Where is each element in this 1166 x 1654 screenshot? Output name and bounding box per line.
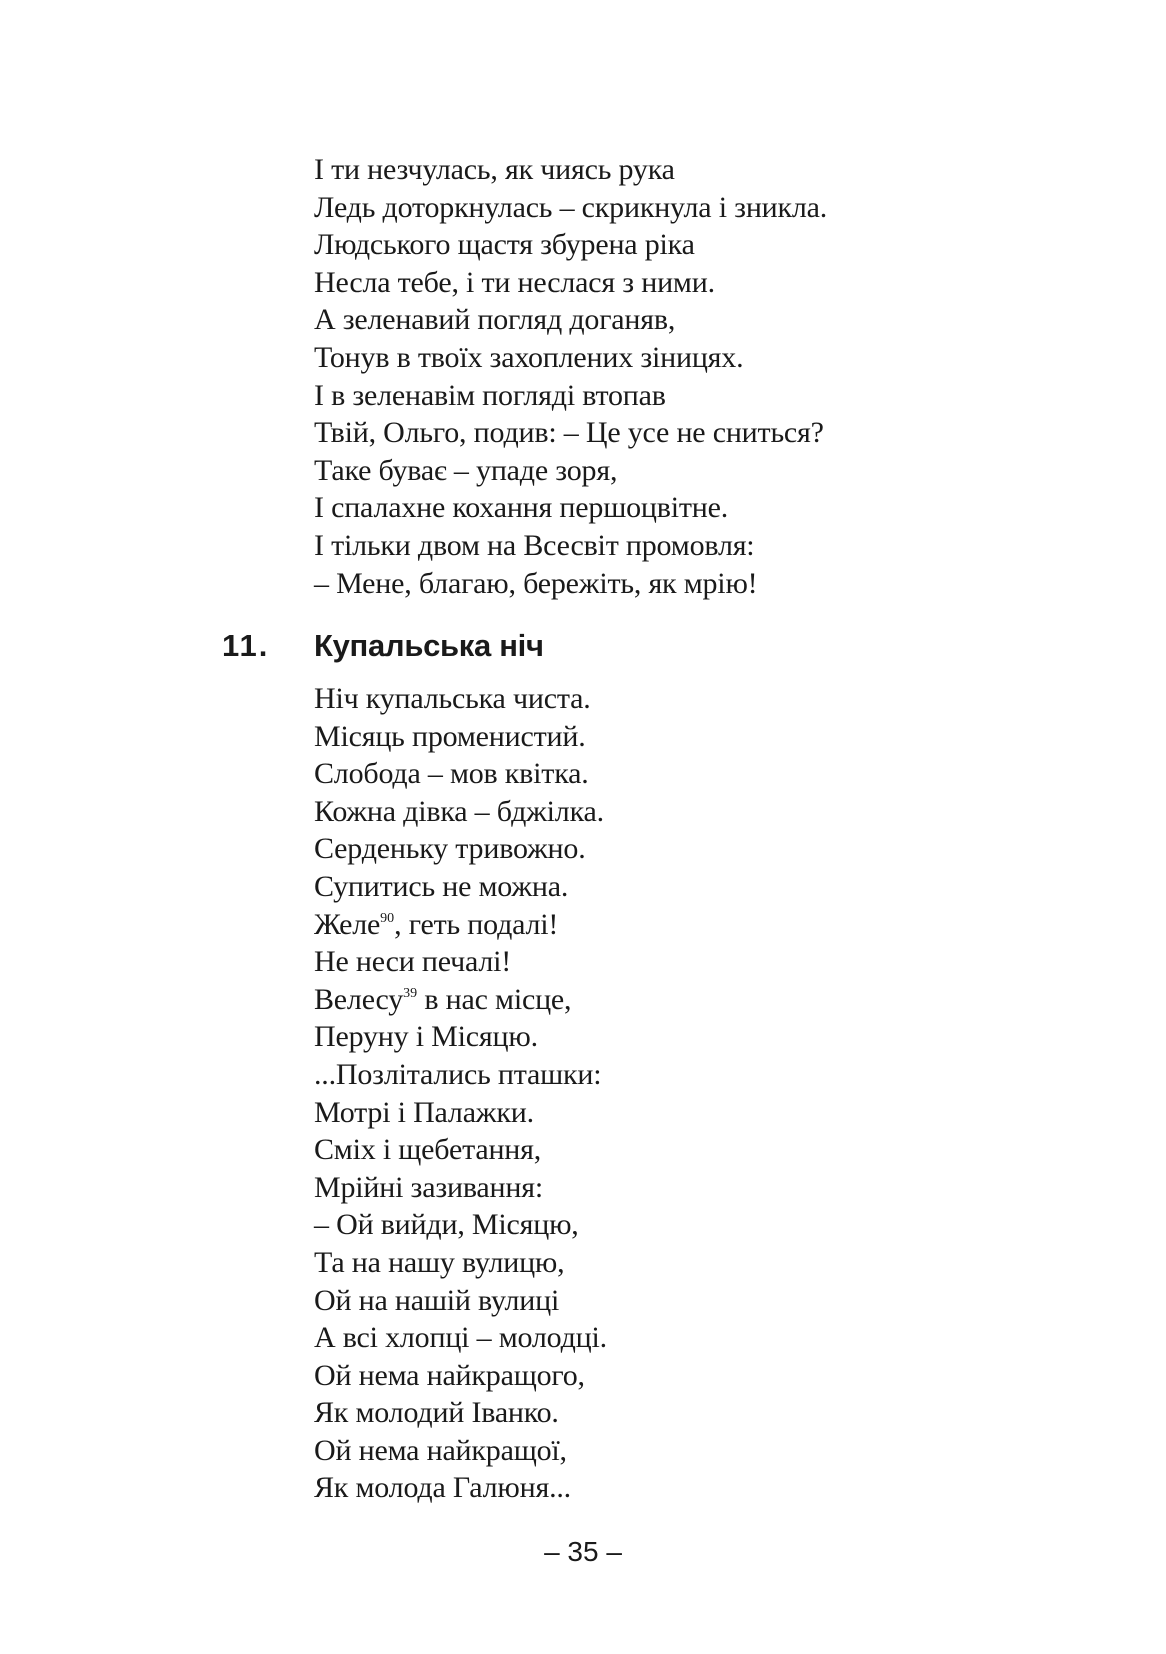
verse-line: Та на нашу вулицю,	[314, 1245, 565, 1279]
verse-line: Ой на нашій вулиці	[314, 1283, 560, 1317]
poem-title: Купальська ніч	[314, 628, 544, 663]
poem-continuation-stanza	[314, 151, 827, 602]
verse-line: Ніч купальська чиста.	[314, 682, 591, 715]
verse-line: – Мене, благаю, бережіть, як мрію!	[314, 566, 758, 600]
footnote-reference[interactable]: 39	[403, 985, 418, 1001]
verse-line: І тільки двом на Всесвіт промовля:	[314, 528, 755, 562]
verse-text: Желе	[314, 907, 381, 941]
verse-line: І в зеленавім погляді втопав	[314, 378, 666, 412]
verse-line: Мрійні зазивання:	[314, 1170, 543, 1204]
verse-line: І спалахне кохання першоцвітне.	[314, 491, 729, 525]
verse-line: Ой нема найкращої,	[314, 1433, 567, 1467]
footnote-reference[interactable]: 90	[380, 910, 395, 926]
verse-line: Слобода – мов квітка.	[314, 757, 589, 791]
verse-text: Велесу	[314, 982, 404, 1016]
verse-line: Несла тебе, і ти неслася з ними.	[314, 265, 715, 299]
page-number: – 35 –	[544, 1536, 622, 1567]
verse-line: – Ой вийди, Місяцю,	[314, 1208, 579, 1242]
poem-body	[314, 680, 607, 1507]
verse-line: Твій, Ольго, подив: – Це усе не сниться?	[314, 416, 824, 450]
verse-line: Сміх і щебетання,	[314, 1133, 542, 1167]
verse-line: Ледь доторкнулась – скрикнула і зникла.	[314, 190, 828, 224]
verse-line: Серденьку тривожно.	[314, 832, 586, 866]
verse-line: Місяць променистий.	[314, 719, 586, 753]
verse-line: Не неси печалі!	[314, 945, 512, 979]
verse-text: , геть подалі!	[394, 907, 559, 941]
verse-line: Як молода Галюня...	[314, 1471, 571, 1505]
verse-line: Тонув в твоїх захоплених зіницях.	[314, 340, 744, 374]
verse-line: Мотрі і Палажки.	[314, 1095, 534, 1129]
verse-line: Перуну і Місяцю.	[314, 1020, 538, 1054]
verse-text: в нас місце,	[417, 982, 572, 1016]
verse-line: Ой нема найкращого,	[314, 1358, 585, 1392]
verse-line: Кожна дівка – бджілка.	[314, 794, 604, 828]
verse-line: Супитись не можна.	[314, 869, 569, 903]
verse-line-with-footnote	[314, 906, 607, 944]
verse-line: ...Позлітались пташки:	[314, 1057, 602, 1091]
verse-line: Як молодий Іванко.	[314, 1396, 559, 1430]
verse-line: І ти незчулась, як чиясь рука	[314, 153, 675, 186]
verse-line: Людського щастя збурена ріка	[314, 228, 695, 262]
verse-line-with-footnote	[314, 981, 607, 1019]
verse-line: Таке буває – упаде зоря,	[314, 453, 618, 487]
verse-line: А зеленавий погляд доганяв,	[314, 303, 676, 337]
verse-line: А всі хлопці – молодці.	[314, 1321, 607, 1355]
poem-number: 11.	[222, 628, 270, 663]
